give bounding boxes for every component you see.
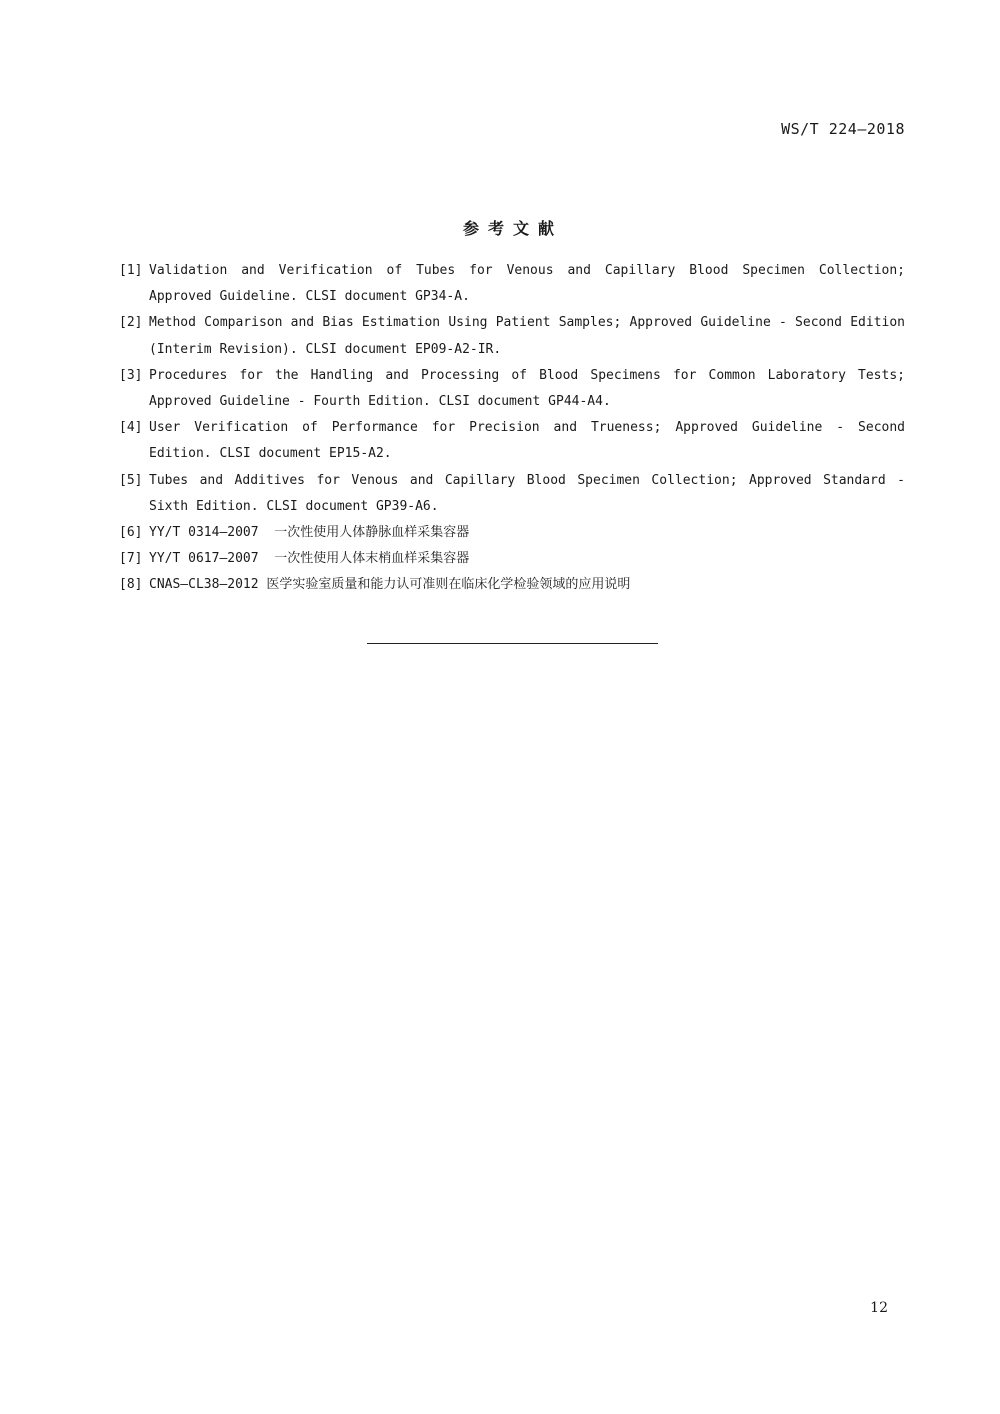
reference-text: Procedures for the Handling and Processing of Blood Specimens for Common Laboratory Tests; Approved Guideline - Fourth Edition. CLSI document GP44-A4. (149, 367, 905, 410)
reference-text: User Verification of Performance for Precision and Trueness; Approved Guideline - Second Edition. CLSI document EP15-A2. (149, 420, 905, 462)
section-title: 参考文献 (462, 219, 563, 238)
reference-item (119, 310, 905, 362)
reference-item (119, 363, 905, 415)
reference-number: [2] (119, 315, 143, 331)
reference-text: Method Comparison and Bias Estimation Using Patient Samples; Approved Guideline - Second Edition (Interim Revision). CLSI document EP09-A2-IR. (149, 315, 905, 357)
reference-text: CNAS—CL38—2012 医学实验室质量和能力认可准则在临床化学检验领域的应用说明 (149, 577, 631, 593)
reference-item (119, 546, 905, 572)
reference-number: [1] (119, 263, 143, 278)
reference-number: [3] (119, 367, 143, 383)
reference-text: Validation and Verification of Tubes for Venous and Capillary Blood Specimen Collection; Approved Guideline. CLSI document GP34-A. (149, 263, 905, 305)
reference-number: [5] (119, 472, 143, 488)
reference-text: YY/T 0314—2007 一次性使用人体静脉血样采集容器 (149, 525, 470, 541)
reference-number: [6] (119, 525, 143, 541)
reference-item (119, 468, 905, 520)
reference-item (119, 258, 905, 310)
reference-text: YY/T 0617—2007 一次性使用人体末梢血样采集容器 (149, 551, 470, 567)
reference-item (119, 415, 905, 467)
document-number: WS/T 224—2018 (781, 120, 905, 138)
reference-item (119, 520, 905, 546)
reference-text: Tubes and Additives for Venous and Capillary Blood Specimen Collection; Approved Standard - Sixth Edition. CLSI document GP39-A6. (149, 472, 905, 514)
reference-list (119, 258, 905, 599)
reference-number: [8] (119, 577, 143, 593)
reference-number: [4] (119, 420, 143, 436)
end-divider (367, 643, 658, 644)
reference-number: [7] (119, 551, 143, 567)
reference-item (119, 572, 905, 598)
page-number: 12 (870, 1300, 888, 1316)
